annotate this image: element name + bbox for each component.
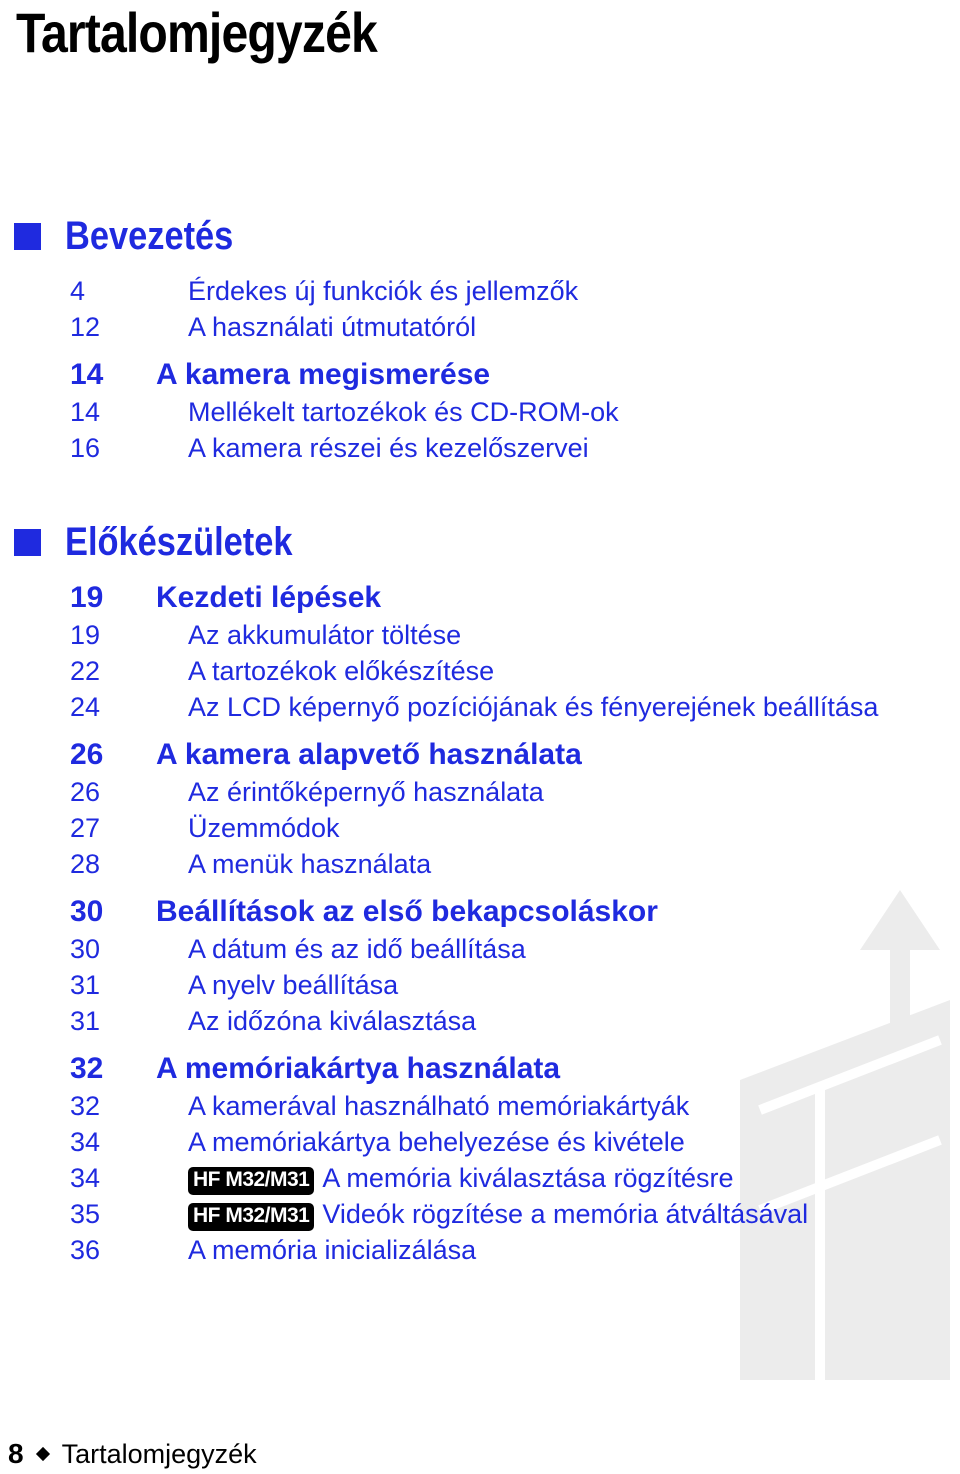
toc-group-title: Kezdeti lépések xyxy=(156,581,382,614)
arrow-box-watermark-icon xyxy=(700,880,960,1400)
toc-page-number: 35 xyxy=(70,1199,101,1229)
toc-page-number: 19 xyxy=(70,581,104,614)
toc-entry-title: Az érintőképernyő használata xyxy=(188,777,544,807)
model-badge: HF M32/M31 xyxy=(188,1203,314,1231)
toc-page-number: 22 xyxy=(70,656,101,686)
toc-entry-title-wrap xyxy=(188,1160,734,1196)
model-badge: HF M32/M31 xyxy=(188,1167,314,1195)
footer-page-number: 8 xyxy=(8,1438,24,1469)
toc-group-title: A memóriakártya használata xyxy=(156,1052,561,1085)
toc-entry-title: Az időzóna kiválasztása xyxy=(188,1006,477,1036)
section-header-bevezetes xyxy=(14,214,261,258)
toc-page-number: 28 xyxy=(70,849,101,879)
toc-page-number: 14 xyxy=(70,358,104,391)
page-title: Tartalomjegyzék xyxy=(16,1,377,64)
toc-entry-title: Mellékelt tartozékok és CD-ROM-ok xyxy=(188,397,619,427)
toc-page-number: 34 xyxy=(70,1127,101,1157)
section-square-icon xyxy=(14,529,41,556)
toc-entry-title: A menük használata xyxy=(188,849,432,879)
section-header-elokeszuletek xyxy=(14,520,330,564)
toc-entry-title: A használati útmutatóról xyxy=(188,312,477,342)
toc-page-number: 32 xyxy=(70,1091,101,1121)
footer-label: Tartalomjegyzék xyxy=(61,1438,257,1469)
toc-entry-title: A dátum és az idő beállítása xyxy=(188,934,526,964)
toc-page-number: 24 xyxy=(70,692,101,722)
toc-entry-title: A memória inicializálása xyxy=(188,1235,477,1265)
toc-entry-title: Az LCD képernyő pozíciójának és fényerejének beállítása xyxy=(188,692,879,722)
toc-page-number: 4 xyxy=(70,276,86,306)
toc-page-number: 26 xyxy=(70,777,101,807)
toc-page-number: 26 xyxy=(70,738,104,771)
section-title: Bevezetés xyxy=(65,213,234,258)
toc-group-title: A kamera alapvető használata xyxy=(156,738,582,771)
toc-entry-title: A memória kiválasztása rögzítésre xyxy=(322,1163,734,1193)
diamond-icon xyxy=(36,1447,50,1461)
toc-page-number: 16 xyxy=(70,433,101,463)
toc-page-number: 32 xyxy=(70,1052,104,1085)
toc-page-number: 30 xyxy=(70,895,104,928)
toc-entry-title: Az akkumulátor töltése xyxy=(188,620,462,650)
toc-page-number: 30 xyxy=(70,934,101,964)
toc-entry-title: Érdekes új funkciók és jellemzők xyxy=(188,276,579,306)
toc-entry-title: A kamera részei és kezelőszervei xyxy=(188,433,589,463)
toc-group-title: Beállítások az első bekapcsoláskor xyxy=(156,895,658,928)
toc-page-number: 34 xyxy=(70,1163,101,1193)
page-footer xyxy=(8,1436,257,1472)
toc-page-number: 14 xyxy=(70,397,101,427)
toc-page-number: 12 xyxy=(70,312,101,342)
toc-page-number: 31 xyxy=(70,970,101,1000)
toc-page-number: 19 xyxy=(70,620,101,650)
toc-page-number: 27 xyxy=(70,813,101,843)
toc-entry-title: A memóriakártya behelyezése és kivétele xyxy=(188,1127,685,1157)
toc-entry-title: Videók rögzítése a memória átváltásával xyxy=(322,1199,809,1229)
toc-entry-title: A tartozékok előkészítése xyxy=(188,656,495,686)
section-square-icon xyxy=(14,223,41,250)
toc-page-number: 36 xyxy=(70,1235,101,1265)
toc-page-number: 31 xyxy=(70,1006,101,1036)
toc-entry-title: A kamerával használható memóriakártyák xyxy=(188,1091,690,1121)
toc-entry-title-wrap xyxy=(188,1196,808,1232)
toc-group-title: A kamera megismerése xyxy=(156,358,491,391)
toc-entry-title: A nyelv beállítása xyxy=(188,970,399,1000)
section-title: Előkészületek xyxy=(65,519,293,564)
toc-entry-title: Üzemmódok xyxy=(188,813,340,843)
